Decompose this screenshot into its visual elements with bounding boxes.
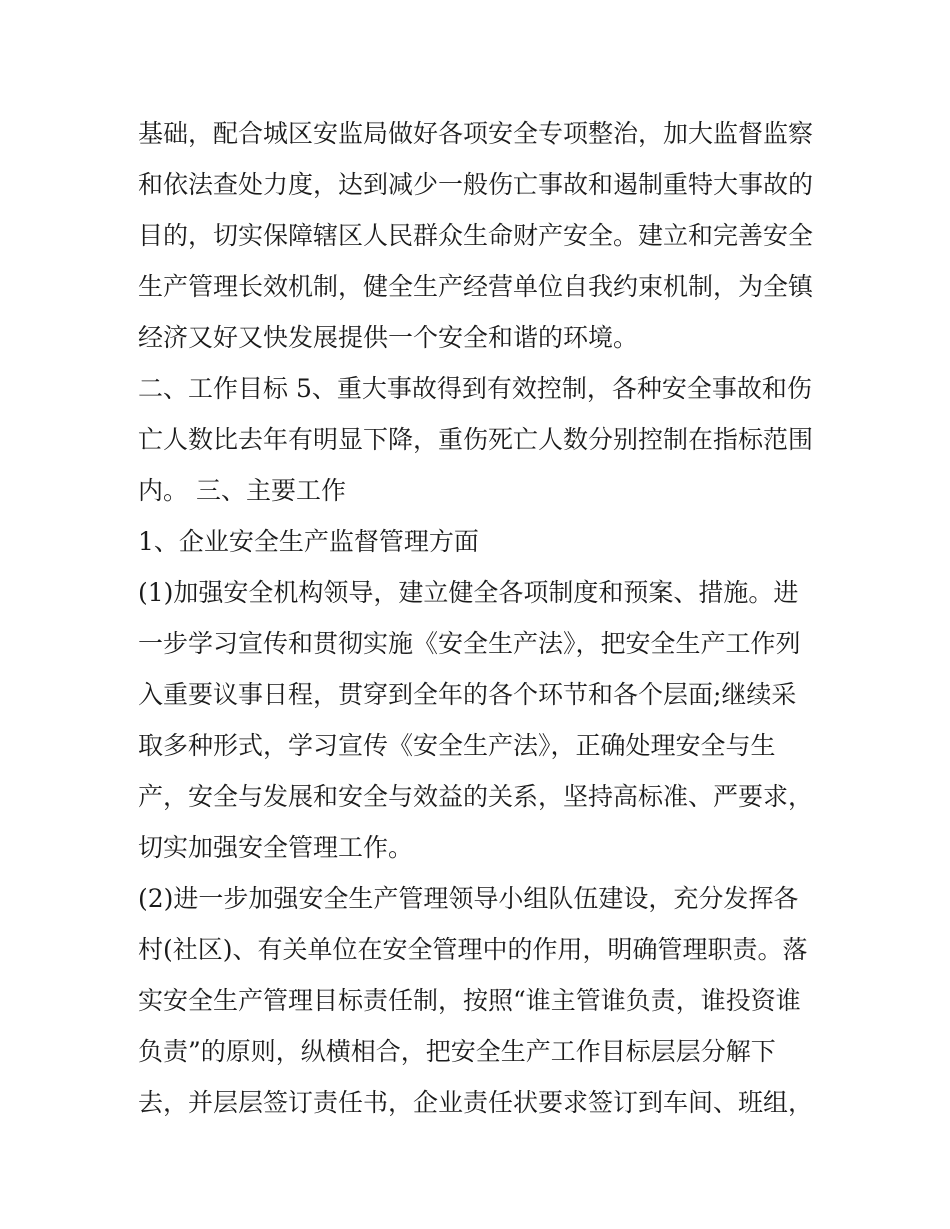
text-line: 去，并层层签订责任书，企业责任状要求签订到车间、班组， [138,1088,814,1117]
text-line: 基础，配合城区安监局做好各项安全专项整治，加大监督监察 [138,119,814,148]
text-line: (1)加强安全机构领导，建立健全各项制度和预案、措施。进 [138,578,799,607]
text-line: 亡人数比去年有明显下降，重伤死亡人数分别控制在指标范围 [138,425,814,454]
text-line: 经济又好又快发展提供一个安全和谐的环境。 [138,323,639,352]
text-line: 一步学习宣传和贯彻实施《安全生产法》，把安全生产工作列 [138,629,801,658]
text-line: 入重要议事日程，贯穿到全年的各个环节和各个层面;继续采 [138,680,797,709]
text-line: 1、企业安全生产监督管理方面 [138,527,479,556]
text-line: 负责”的原则，纵横相合，把安全生产工作目标层层分解下 [138,1037,776,1066]
text-line: 内。 三、主要工作 [138,476,346,505]
text-line: 取多种形式，学习宣传《安全生产法》，正确处理安全与生 [138,731,776,760]
text-line: 产，安全与发展和安全与效益的关系，坚持高标准、严要求， [138,782,814,811]
text-line: 目的，切实保障辖区人民群众生命财产安全。建立和完善安全 [138,221,814,250]
body-text [138,108,828,1128]
text-line: 村(社区)、有关单位在安全管理中的作用，明确管理职责。落 [138,935,808,964]
text-line: 实安全生产管理目标责任制，按照“谁主管谁负责，谁投资谁 [138,986,801,1015]
text-line: 切实加强安全管理工作。 [138,833,414,862]
text-line: 二、工作目标 5、重大事故得到有效控制，各种安全事故和伤 [138,374,812,403]
text-line: (2)进一步加强安全生产管理领导小组队伍建设，充分发挥各 [138,884,799,913]
text-line: 生产管理长效机制，健全生产经营单位自我约束机制，为全镇 [138,272,814,301]
text-line: 和依法查处力度，达到减少一般伤亡事故和遏制重特大事故的 [138,170,814,199]
